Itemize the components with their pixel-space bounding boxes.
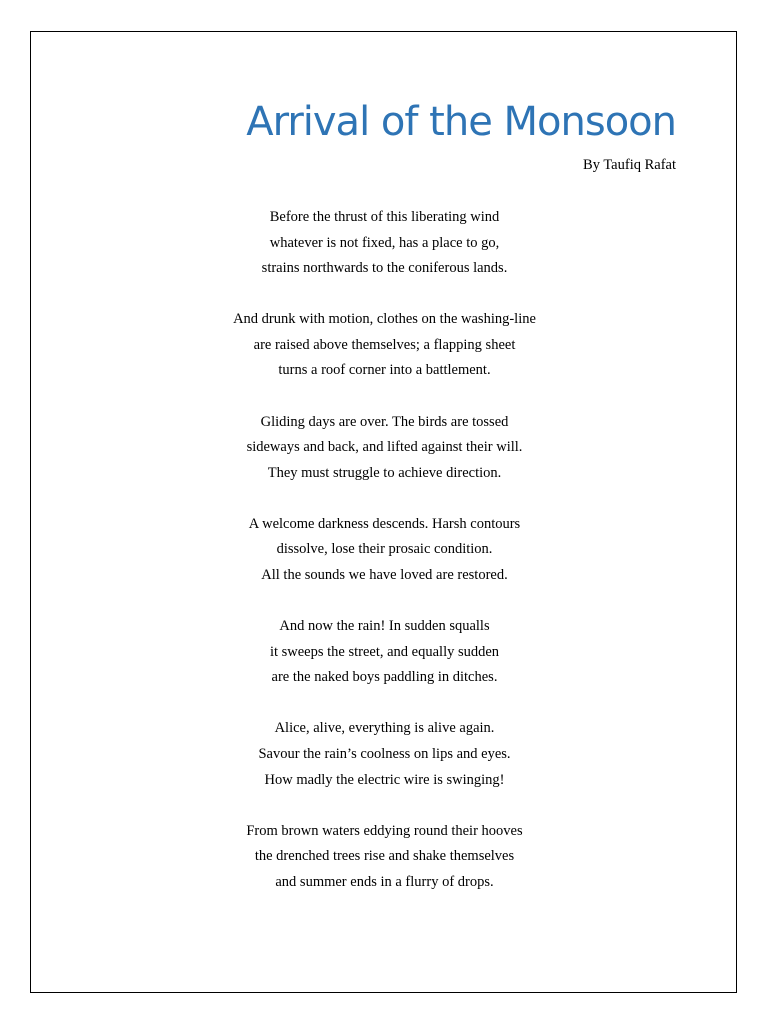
poem-line: Gliding days are over. The birds are tossed: [260, 413, 509, 430]
poem-line: A welcome darkness descends. Harsh contours: [248, 515, 521, 532]
poem-line: and summer ends in a flurry of drops.: [275, 873, 494, 890]
stanza: [31, 307, 738, 384]
stanza: [31, 819, 738, 896]
poem-line: turns a roof corner into a battlement.: [278, 362, 491, 379]
stanza: [31, 614, 738, 691]
document-page: [30, 31, 737, 993]
poem-line: All the sounds we have loved are restored.: [261, 567, 508, 584]
poem-line: whatever is not fixed, has a place to go,: [269, 234, 500, 251]
poem-line: And drunk with motion, clothes on the washing-line: [233, 311, 536, 328]
poem-line: are raised above themselves; a flapping sheet: [253, 336, 516, 353]
poem-line: it sweeps the street, and equally sudden: [269, 643, 500, 660]
poem-body: [31, 205, 738, 921]
poem-line: the drenched trees rise and shake themselves: [254, 848, 515, 865]
poem-line: And now the rain! In sudden squalls: [279, 618, 490, 635]
poem-line: dissolve, lose their prosaic condition.: [276, 541, 493, 558]
poem-title: Arrival of the Monsoon: [246, 99, 676, 145]
stanza: [31, 512, 738, 589]
stanza: [31, 205, 738, 282]
poem-line: From brown waters eddying round their hooves: [246, 822, 523, 839]
poem-line: strains northwards to the coniferous lands.: [261, 260, 508, 277]
poem-line: are the naked boys paddling in ditches.: [271, 669, 498, 686]
poem-line: Alice, alive, everything is alive again.: [274, 720, 495, 737]
poem-line: Savour the rain’s coolness on lips and eyes.: [258, 746, 511, 762]
stanza: [31, 716, 738, 793]
poem-byline: By Taufiq Rafat: [583, 157, 676, 173]
poem-line: Before the thrust of this liberating wind: [269, 209, 500, 225]
poem-line: sideways and back, and lifted against their will.: [246, 439, 523, 456]
poem-line: How madly the electric wire is swinging!: [264, 771, 505, 788]
stanza: [31, 410, 738, 487]
poem-line: They must struggle to achieve direction.: [267, 464, 502, 481]
